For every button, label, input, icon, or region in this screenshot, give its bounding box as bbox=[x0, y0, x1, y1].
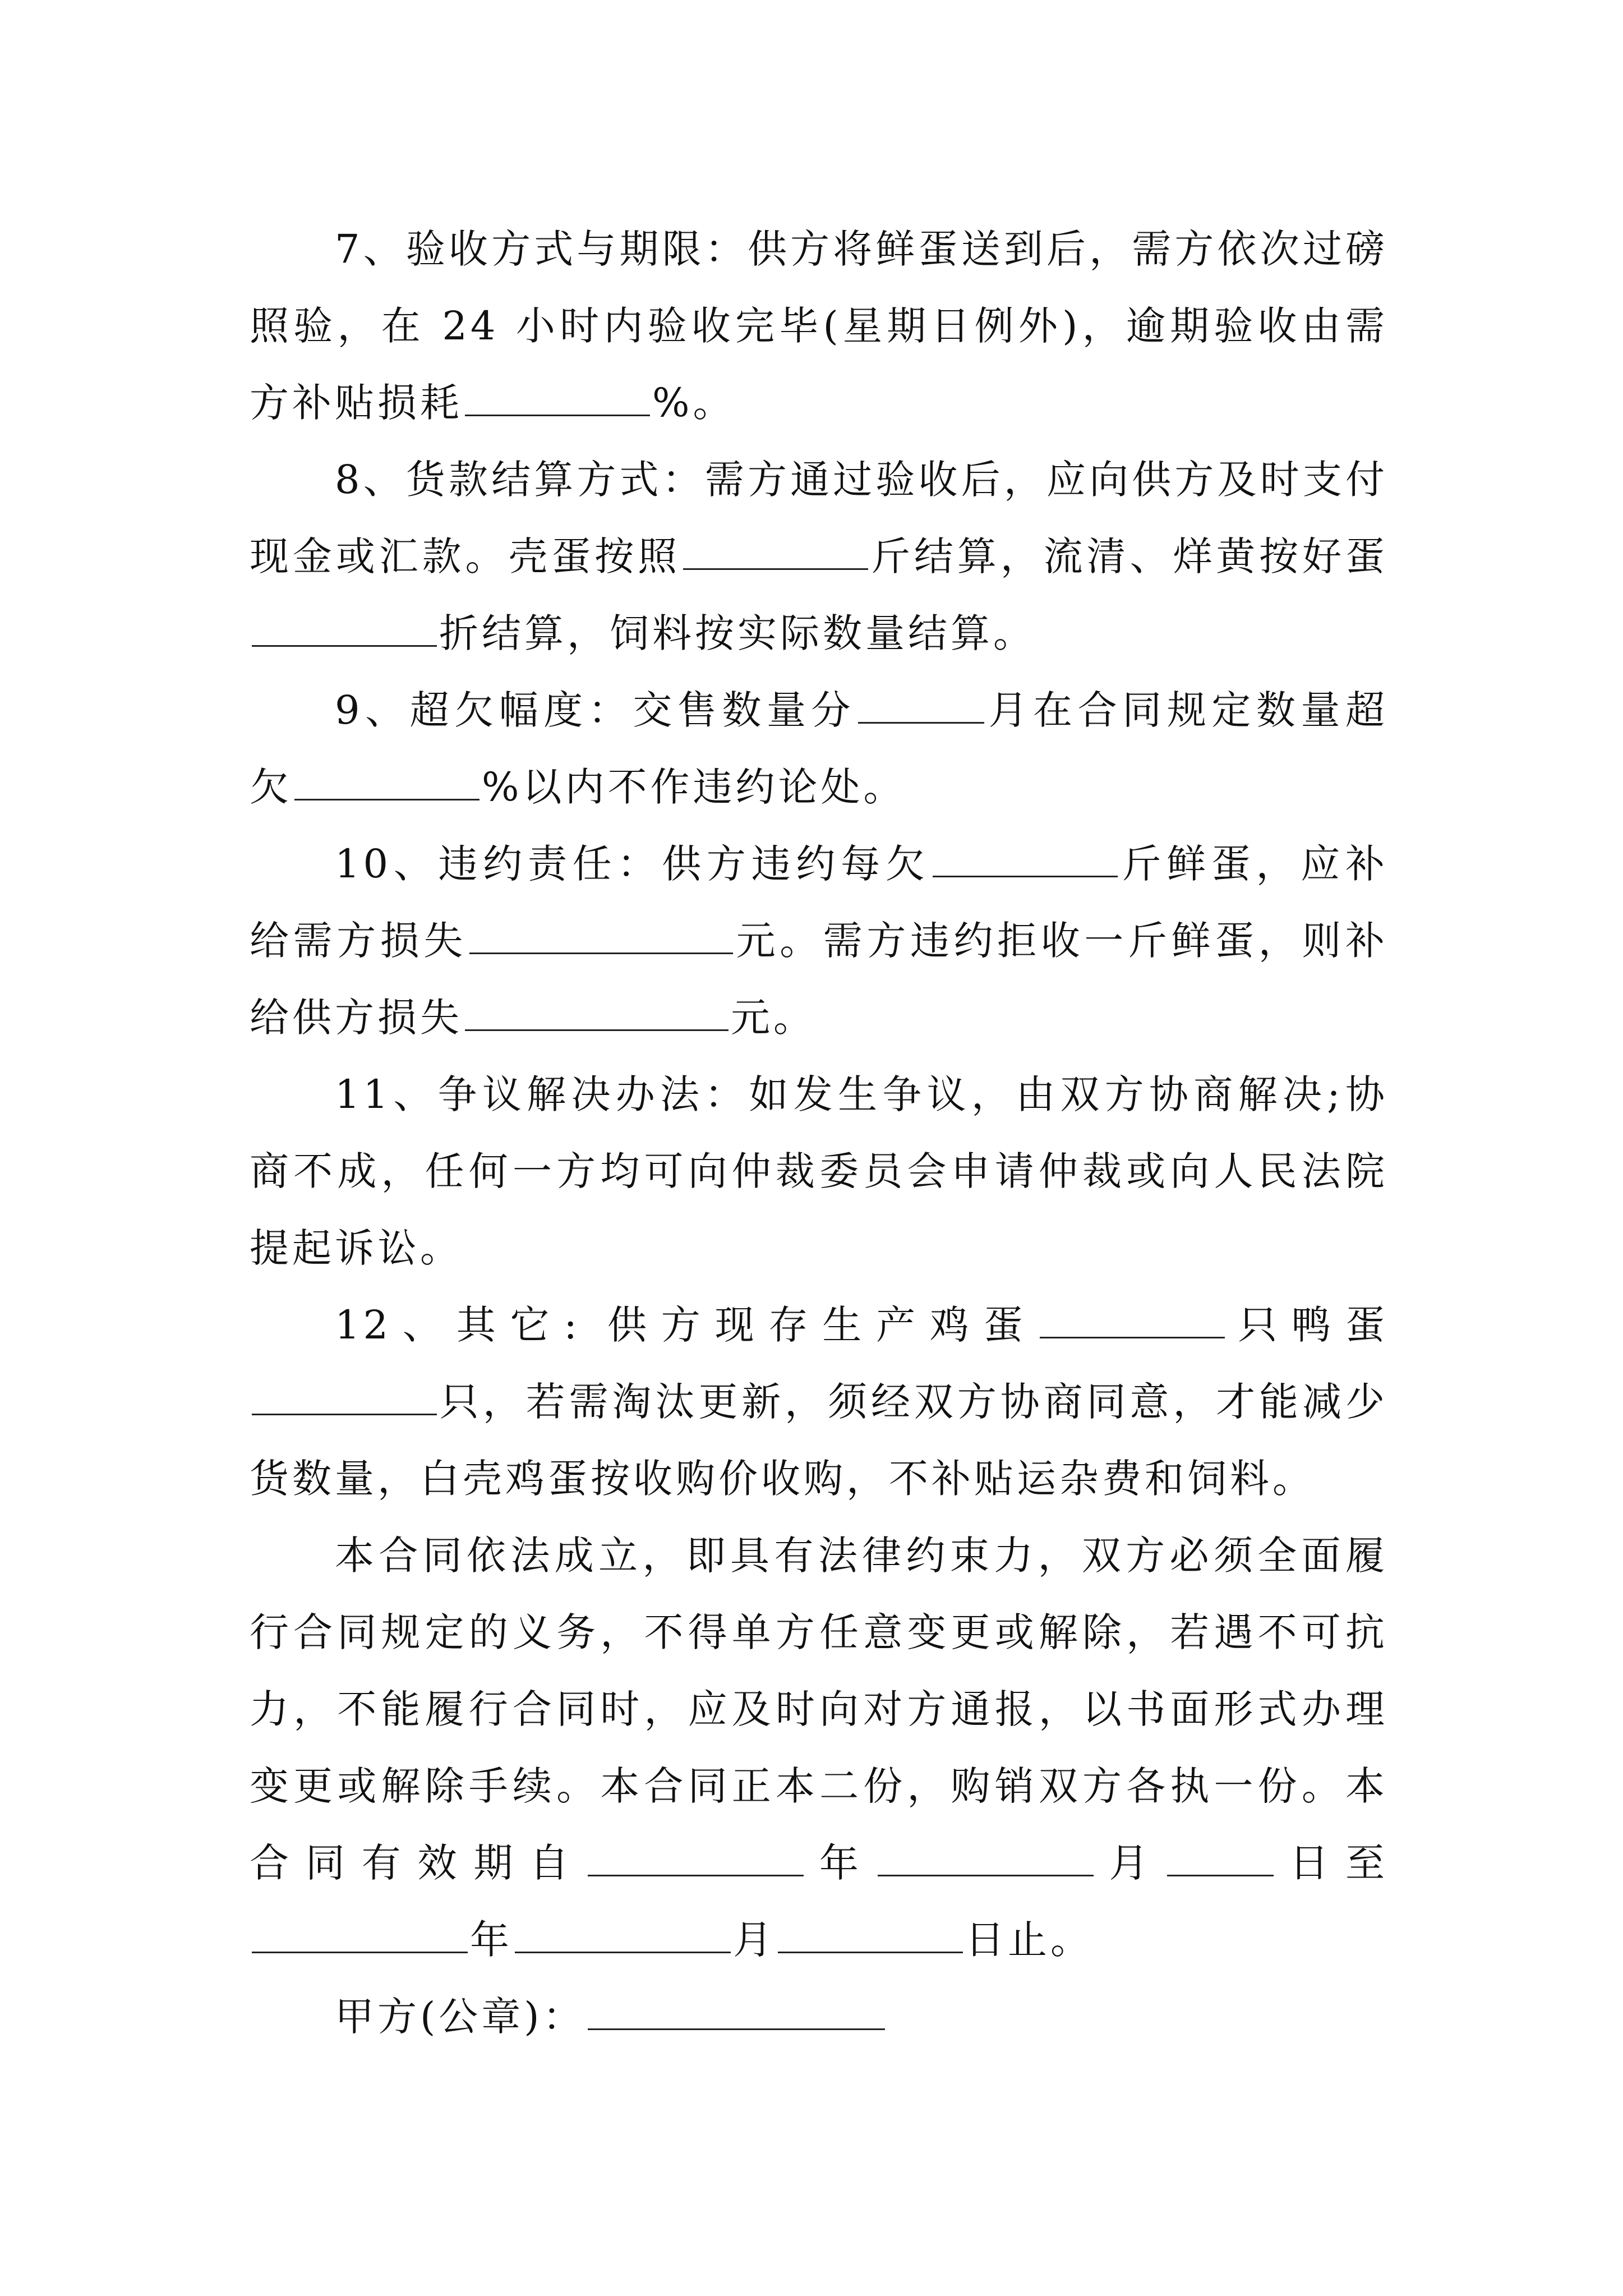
clause-text: 7、验收方式与期限：供方将鲜蛋送到后，需方依次过磅照验，在 24 小时内验收完毕(星期日例外)，逾期验收由需方补贴损耗 bbox=[250, 226, 1388, 426]
signature-label: 甲方(公章)： bbox=[335, 1994, 585, 2040]
clause-text: 元。需方违约拒收一斤鲜蛋，则补给供方损失 bbox=[250, 918, 1388, 1041]
blank-field[interactable] bbox=[1167, 1837, 1274, 1876]
clause-text: 斤鲜蛋，应补给需方损失 bbox=[250, 841, 1389, 964]
clause-text: 斤结算，流清、烊黄按好蛋 bbox=[870, 533, 1389, 579]
clause-text: 9、超欠幅度：交售数量分 bbox=[335, 687, 856, 733]
clause-10 bbox=[250, 826, 1388, 1056]
clause-text: %。 bbox=[652, 380, 736, 426]
clause-closing bbox=[250, 1517, 1388, 1978]
signature-blank[interactable] bbox=[588, 1990, 885, 2030]
clause-text: 10、违约责任：供方违约每欠 bbox=[335, 841, 930, 887]
blank-field[interactable] bbox=[294, 761, 479, 800]
blank-field[interactable] bbox=[1040, 1299, 1225, 1338]
clause-12 bbox=[250, 1287, 1388, 1517]
clause-text: 年 bbox=[470, 1917, 513, 1963]
clause-7 bbox=[250, 211, 1388, 441]
clause-text: 日至 bbox=[1276, 1840, 1389, 1886]
blank-field[interactable] bbox=[933, 838, 1118, 877]
blank-field[interactable] bbox=[858, 684, 984, 724]
blank-field[interactable] bbox=[252, 607, 437, 647]
clause-11 bbox=[250, 1056, 1388, 1287]
clause-text: 只鸭蛋 bbox=[1227, 1302, 1388, 1348]
blank-field[interactable] bbox=[252, 1913, 468, 1953]
blank-field[interactable] bbox=[588, 1837, 804, 1876]
blank-field[interactable] bbox=[465, 376, 650, 416]
clause-text: 只，若需淘汰更新，须经双方协商同意，才能减少货数量，白壳鸡蛋按收购价收购，不补贴运杂费和饲料。 bbox=[250, 1379, 1388, 1502]
blank-field[interactable] bbox=[878, 1837, 1094, 1876]
clause-text: 本合同依法成立，即具有法律约束力，双方必须全面履行合同规定的义务，不得单方任意变更或解除，若遇不可抗力，不能履行合同时，应及时向对方通报，以书面形式办理变更或解除手续。本合同正本二份，购销双方各执一份。本合同有效期自 bbox=[250, 1533, 1388, 1886]
blank-field[interactable] bbox=[683, 530, 868, 570]
signature-line bbox=[250, 1978, 1388, 2055]
clause-8 bbox=[250, 441, 1388, 672]
blank-field[interactable] bbox=[465, 991, 728, 1031]
clause-text: 8、货款结算方式：需方通过验收后，应向供方及时支付现金或汇款。壳蛋按照 bbox=[250, 457, 1388, 579]
clause-text: 年 bbox=[806, 1840, 875, 1886]
blank-field[interactable] bbox=[515, 1913, 731, 1953]
clause-text: 元。 bbox=[731, 995, 816, 1041]
clause-text: 月 bbox=[733, 1917, 776, 1963]
clause-9 bbox=[250, 672, 1388, 826]
clause-text: 折结算，饲料按实际数量结算。 bbox=[439, 610, 1036, 656]
blank-field[interactable] bbox=[252, 1375, 437, 1415]
clause-text: 月 bbox=[1095, 1840, 1165, 1886]
clause-text: 12、其它: 供方现存生产鸡蛋 bbox=[335, 1302, 1038, 1348]
contract-body bbox=[250, 211, 1388, 2055]
clause-text: 日止。 bbox=[965, 1917, 1093, 1963]
clause-text: 11、争议解决办法：如发生争议，由双方协商解决;协商不成，任何一方均可向仲裁委员会申请仲裁或向人民法院提起诉讼。 bbox=[250, 1071, 1388, 1271]
blank-field[interactable] bbox=[469, 914, 733, 954]
blank-field[interactable] bbox=[778, 1913, 963, 1953]
clause-text: %以内不作违约论处。 bbox=[482, 764, 906, 810]
clause-text: 月在合同规定数量超欠 bbox=[250, 687, 1389, 810]
